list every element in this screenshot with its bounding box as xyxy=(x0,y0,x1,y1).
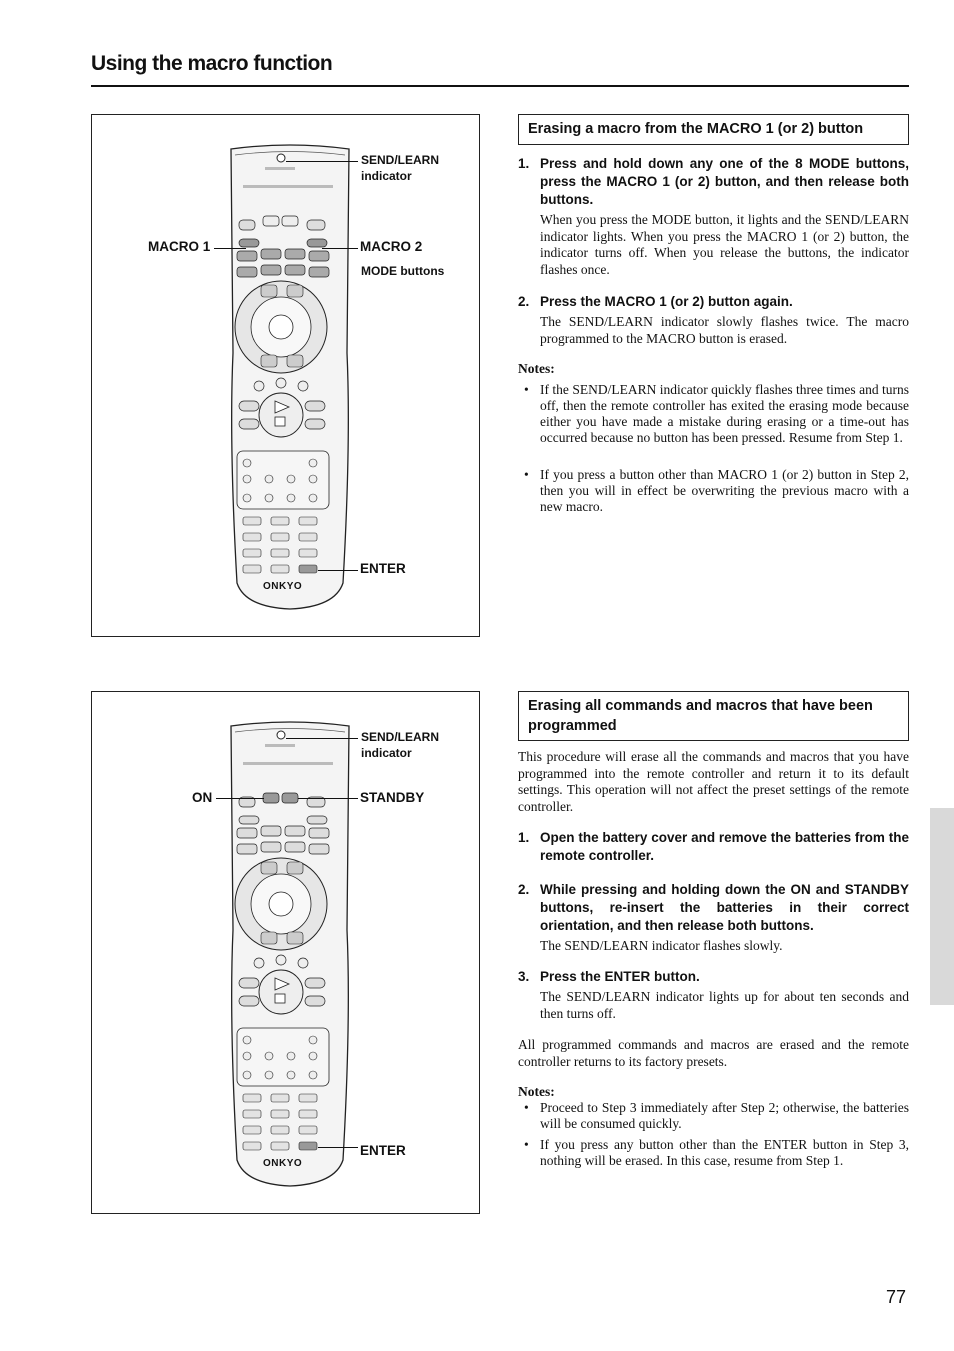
page-number: 77 xyxy=(886,1287,907,1307)
remote-illustration xyxy=(225,143,355,611)
callout-macro1: MACRO 1 xyxy=(148,239,211,254)
leader-macro1 xyxy=(214,248,246,249)
notes-heading: Notes: xyxy=(518,361,555,376)
brand-logo: ONKYO xyxy=(263,581,303,592)
note-item: • Proceed to Step 3 immediately after Step 2; otherwise, the batteries will be consumed quickly. xyxy=(524,1100,909,1131)
leader-send-learn xyxy=(286,738,358,739)
leader-enter xyxy=(318,1147,358,1148)
callout-send-learn: SEND/LEARN indicator xyxy=(361,153,440,183)
step-1: 1. Press and hold down any one of the 8 MODE buttons, press the MACRO 1 (or 2) button, and then release both buttons. xyxy=(518,156,909,207)
leader-on xyxy=(216,798,264,799)
title-rule xyxy=(91,85,909,87)
note-item: • If the SEND/LEARN indicator quickly flashes three times and turns off, then the remote controller has exited the erasing mode because either you have made a mistake during erasing or a time-out has occurred because no button has been pressed. Resume from Step 1. xyxy=(524,382,909,445)
step-2-body: The SEND/LEARN indicator flashes slowly. xyxy=(540,938,783,953)
section-heading-erase-macro: Erasing a macro from the MACRO 1 (or 2) button xyxy=(518,114,909,145)
note-item: • If you press a button other than MACRO 1 (or 2) button in Step 2, then you will in effect be overwriting the previous macro with a new macro. xyxy=(524,467,909,514)
callout-macro2: MACRO 2 xyxy=(360,239,423,254)
page-title: Using the macro function xyxy=(91,52,333,75)
step-3: 3. Press the ENTER button. xyxy=(518,969,700,984)
remote-illustration xyxy=(225,720,355,1188)
leader-enter xyxy=(318,570,358,571)
callout-standby: STANDBY xyxy=(360,790,425,805)
callout-mode-buttons: MODE buttons xyxy=(361,264,445,278)
notes-heading: Notes: xyxy=(518,1084,555,1099)
brand-logo: ONKYO xyxy=(263,1158,303,1169)
callout-enter: ENTER xyxy=(360,1143,406,1158)
leader-standby xyxy=(298,798,358,799)
figure-remote-reset xyxy=(91,691,480,1214)
figure-remote-macro xyxy=(91,114,480,637)
step-2: 2. While pressing and holding down the ON and STANDBY buttons, re-insert the batteries in their correct orientation, and then release both buttons. xyxy=(518,882,909,933)
result-paragraph: All programmed commands and macros are erased and the remote controller returns to its factory presets. xyxy=(518,1037,909,1069)
intro-paragraph: This procedure will erase all the commands and macros that you have programmed into the remote controller and return it to its default settings. This operation will not affect the preset settings of the remote controller. xyxy=(518,749,909,814)
step-3-body: The SEND/LEARN indicator lights up for about ten seconds and then turns off. xyxy=(540,989,909,1021)
leader-macro2 xyxy=(322,248,358,249)
step-1: 1. Open the battery cover and remove the batteries from the remote controller. xyxy=(518,830,909,863)
section-heading-erase-all: Erasing all commands and macros that have been programmed xyxy=(518,691,909,741)
step-1-body: When you press the MODE button, it lights and the SEND/LEARN indicator lights. When you press the MACRO 1 (or 2) button, the indicator turns off. When you release the buttons, the indicator flashes once. xyxy=(540,212,909,277)
step-2: 2. Press the MACRO 1 (or 2) button again. xyxy=(518,294,793,309)
note-item: • If you press any button other than the ENTER button in Step 3, nothing will be erased. In this case, resume from Step 1. xyxy=(524,1137,909,1168)
leader-send-learn xyxy=(286,161,358,162)
callout-on: ON xyxy=(192,790,213,805)
callout-enter: ENTER xyxy=(360,561,406,576)
step-2-body: The SEND/LEARN indicator slowly flashes twice. The macro programmed to the MACRO button is erased. xyxy=(540,314,909,346)
callout-send-learn: SEND/LEARN indicator xyxy=(361,730,440,760)
side-tab xyxy=(930,808,954,1005)
